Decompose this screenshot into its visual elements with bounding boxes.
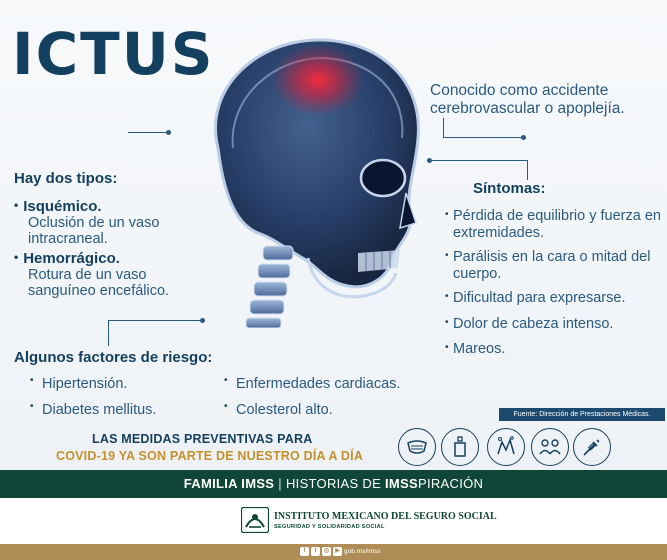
page-title: ICTUS [12, 20, 215, 88]
band-imss: IMSS [384, 476, 418, 491]
connector-dot [200, 318, 205, 323]
band-historias: HISTORIAS DE [285, 476, 385, 491]
connector-line [527, 160, 529, 180]
risk-item: • Colesterol alto. [224, 402, 333, 418]
institute-name: INSTITUTO MEXICANO DEL SEGURO SOCIAL [274, 511, 497, 522]
risk-item: • Hipertensión. [30, 376, 127, 392]
risk-item: • Enfermedades cardiacas. [224, 376, 400, 392]
handwash-icon [487, 428, 525, 466]
connector-line [443, 137, 523, 138]
symptoms-list [446, 208, 666, 358]
symptom-item: • Pérdida de equilibrio y fuerza en extremidades. [446, 208, 666, 241]
connector-dot [521, 135, 526, 140]
symptom-item: • Dolor de cabeza intenso. [446, 316, 666, 333]
imss-logo-icon [241, 507, 269, 533]
symptoms-heading: Síntomas: [473, 180, 546, 197]
type-item-hemorragico [14, 250, 214, 299]
type-name: • Isquémico. [14, 198, 214, 215]
type-item-isquemico [14, 198, 214, 247]
connector-dot [166, 130, 171, 135]
type-text: Rotura de un vaso sanguíneo encefálico. [28, 267, 170, 299]
connector-dot [427, 158, 432, 163]
institute-tagline: SEGURIDAD Y SOLIDARIDAD SOCIAL [274, 524, 385, 530]
band-piracion: PIRACIÓN [417, 476, 484, 491]
vaccine-icon [573, 428, 611, 466]
footer-logo-area [0, 498, 667, 544]
xray-skull-image [178, 28, 428, 328]
type-name: • Hemorrágico. [14, 250, 214, 267]
risk-heading: Algunos factores de riesgo: [14, 349, 213, 366]
instagram-icon[interactable]: ◎ [323, 548, 330, 554]
familia-imss-band [0, 470, 667, 498]
connector-line [108, 320, 110, 346]
footer-bar [0, 544, 667, 560]
prevention-line-1: LAS MEDIDAS PREVENTIVAS PARA [92, 432, 313, 446]
symptom-item: • Parálisis en la cara o mitad del cuerpo. [446, 249, 666, 282]
connector-line [430, 160, 528, 161]
facebook-icon[interactable]: f [300, 547, 309, 556]
social-icons [300, 547, 342, 556]
band-familia: FAMILIA IMSS [183, 476, 275, 491]
type-text: Oclusión de un vaso intracraneal. [28, 215, 160, 247]
source-note: Fuente: Dirección de Prestaciones Médicas. [499, 408, 665, 421]
connector-line [128, 132, 170, 133]
symptom-item: • Mareos. [446, 341, 666, 358]
connector-line [443, 118, 445, 138]
mask-icon [398, 428, 436, 466]
band-divider: | [278, 476, 282, 491]
prevention-line-2: COVID-19 YA SON PARTE DE NUESTRO DÍA A DÍA [56, 449, 364, 463]
youtube-icon[interactable]: ▶ [333, 547, 342, 556]
connector-line [108, 320, 202, 321]
risk-item: • Diabetes mellitus. [30, 402, 156, 418]
symptom-item: • Dificultad para expresarse. [446, 290, 666, 307]
twitter-icon[interactable]: t [311, 547, 320, 556]
distance-icon [531, 428, 569, 466]
gel-icon [441, 428, 479, 466]
website-link[interactable]: gob.mx/imss [344, 548, 381, 555]
ictus-description: Conocido como accidente cerebrovascular o apoplejía. [430, 82, 625, 117]
types-heading: Hay dos tipos: [14, 170, 118, 187]
